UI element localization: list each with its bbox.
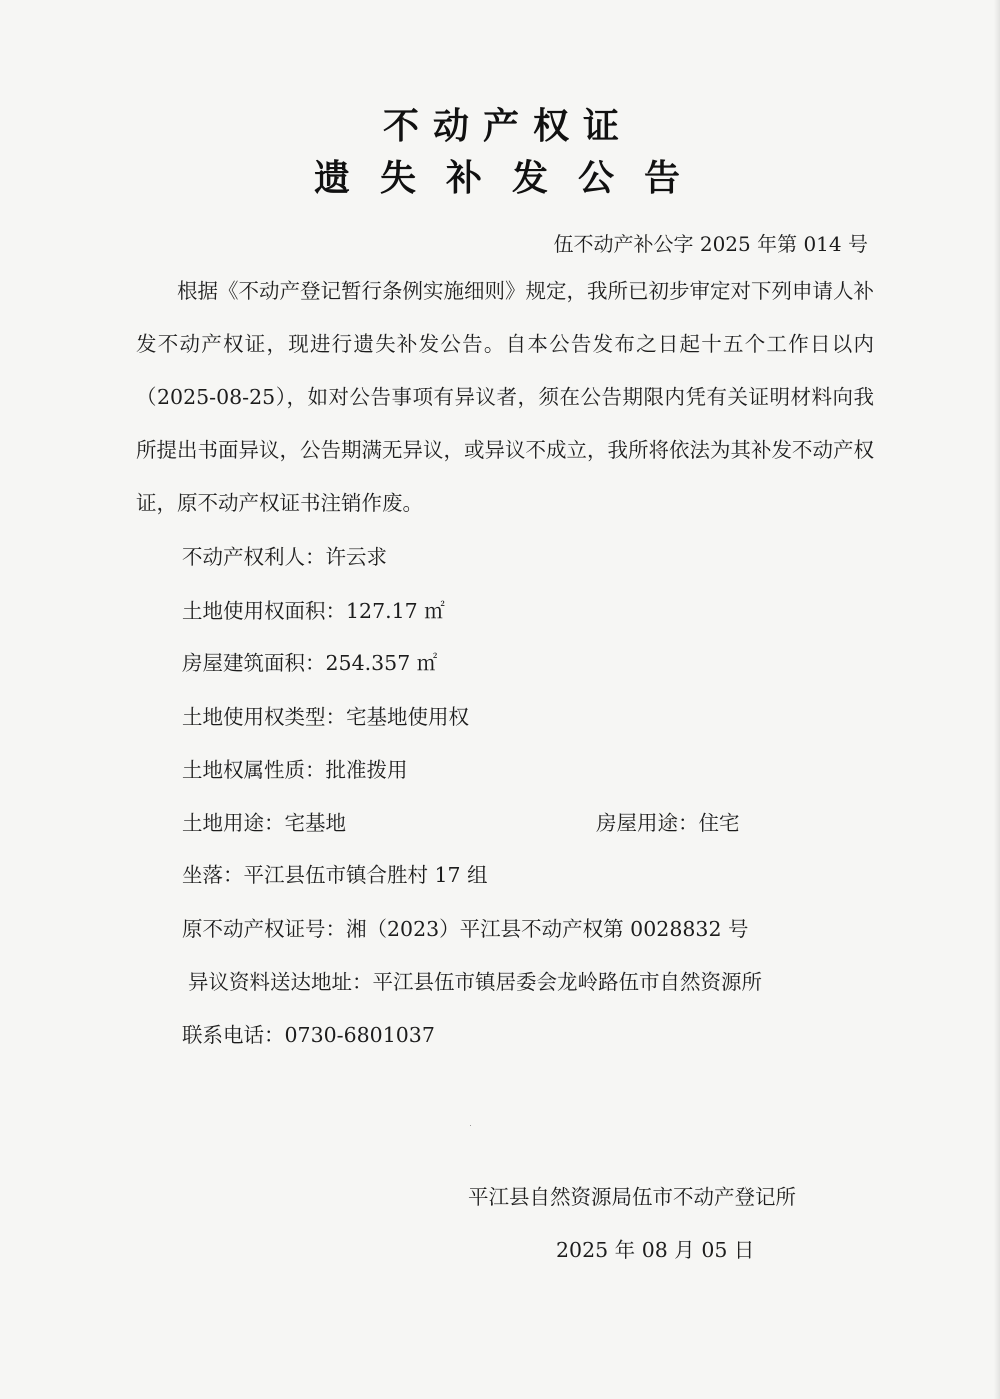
issuer-name: 平江县自然资源局伍市不动产登记所 xyxy=(468,1185,796,1209)
phone-field: 联系电话：0730-6801037 xyxy=(182,1023,435,1047)
issue-date: 2025 年 08 月 05 日 xyxy=(556,1238,755,1262)
announcement-paragraph: 根据《不动产登记暂行条例实施细则》规定，我所已初步审定对下列申请人补发不动产权证，现进行遗失补发公告。自本公告发布之日起十五个工作日以内（2025-08-25），如对公告事项有异议者，须在公告期限内凭有关证明材料向我所提出书面异议，公告期满无异议，或异议不成立，我所将依法为其补发不动产权证，原不动产权证书注销作废。 xyxy=(136,279,874,515)
building-area-field: 房屋建筑面积：254.357 ㎡ xyxy=(182,651,438,675)
land-use-field: 土地用途：宅基地 xyxy=(182,811,346,835)
document-title-line2: 遗失补发公告 xyxy=(313,158,710,199)
location-field: 坐落：平江县伍市镇合胜村 17 组 xyxy=(182,863,488,887)
land-right-type-field: 土地使用权类型：宅基地使用权 xyxy=(182,705,469,729)
document-title-line1: 不动产权证 xyxy=(382,106,633,147)
house-use-field: 房屋用途：住宅 xyxy=(596,811,740,835)
document-number: 伍不动产补公字 2025 年第 014 号 xyxy=(553,232,868,256)
objection-address-field: 异议资料送达地址：平江县伍市镇居委会龙岭路伍市自然资源所 xyxy=(188,970,762,994)
original-cert-number-field: 原不动产权证号：湘（2023）平江县不动产权第 0028832 号 xyxy=(182,917,749,941)
land-area-field: 土地使用权面积：127.17 ㎡ xyxy=(182,599,445,623)
scan-edge-shadow xyxy=(994,0,1000,1399)
land-nature-field: 土地权属性质：批准拨用 xyxy=(182,758,408,782)
scan-speck xyxy=(470,1125,471,1126)
owner-field: 不动产权利人：许云求 xyxy=(182,545,387,569)
